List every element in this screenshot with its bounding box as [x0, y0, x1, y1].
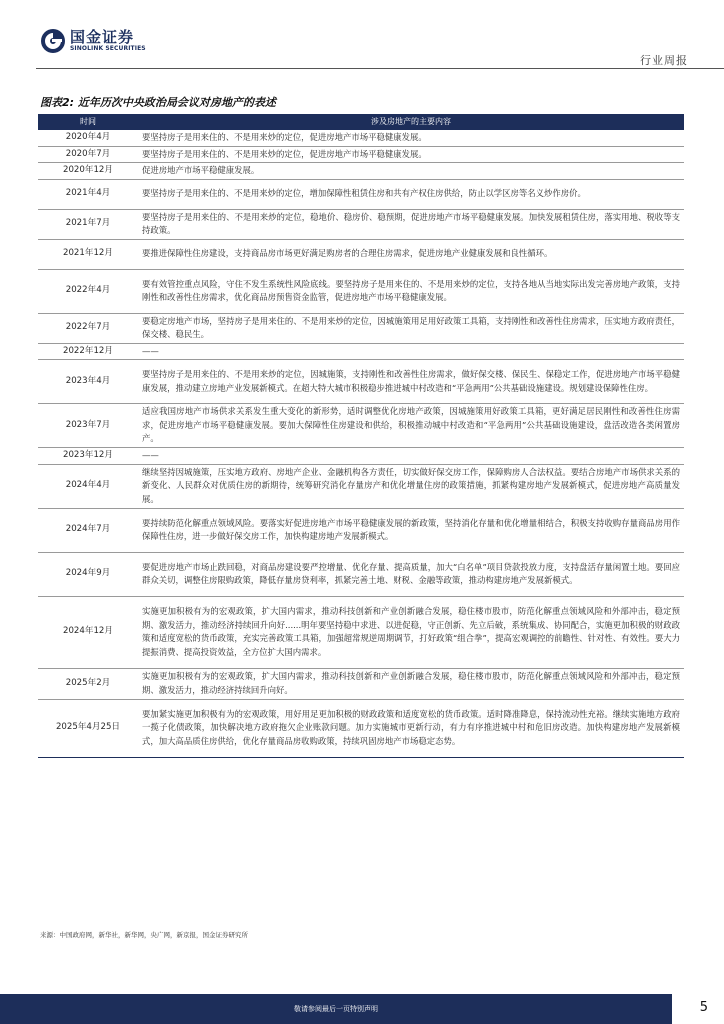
table-row	[38, 699, 684, 757]
row-date: 2020年12月	[38, 163, 138, 180]
row-content: 要推进保障性住房建设，支持商品房市场更好满足购房者的合理住房需求，促进房地产业健康发展和良性循环。	[138, 239, 684, 269]
source-note: 来源：中国政府网，新华社，新华网，央广网，新京报，国金证券研究所	[40, 931, 248, 939]
table-row	[38, 596, 684, 668]
row-content: 适应我国房地产市场供求关系发生重大变化的新形势，适时调整优化房地产政策，因城施策用好政策工具箱，更好满足居民刚性和改善性住房需求，促进房地产市场平稳健康发展。要加大保障性住房建设和供给，积极推动城中村改造和“平急两用”公共基础设施建设，盘活改造各类闲置房产。	[138, 404, 684, 448]
row-date: 2024年12月	[38, 596, 138, 668]
table-row	[38, 209, 684, 239]
table-body	[38, 130, 684, 757]
row-date: 2021年4月	[38, 179, 138, 209]
table-row	[38, 146, 684, 163]
logo-chinese-name: 国金证券	[70, 28, 135, 46]
table-header-row	[38, 114, 684, 130]
table-row	[38, 464, 684, 508]
row-date: 2024年4月	[38, 464, 138, 508]
row-date: 2020年7月	[38, 146, 138, 163]
table-row	[38, 130, 684, 146]
row-content: 实施更加积极有为的宏观政策，扩大国内需求，推动科技创新和产业创新融合发展，稳住楼市股市，防范化解重点领域风险和外部冲击，稳定预期、激发活力，推动经济持续回升向好。	[138, 668, 684, 699]
row-content: 促进房地产市场平稳健康发展。	[138, 163, 684, 180]
column-header-date: 时间	[38, 114, 138, 130]
page-footer	[0, 994, 724, 1024]
row-content: 要有效管控重点风险，守住不发生系统性风险底线。要坚持房子是用来住的、不是用来炒的定位，支持各地从当地实际出发完善房地产政策，支持刚性和改善性住房需求，优化商品房预售资金监管，促进房地产市场平稳健康发展。	[138, 269, 684, 313]
policy-table	[38, 114, 684, 758]
table-row	[38, 179, 684, 209]
column-header-content: 涉及房地产的主要内容	[138, 114, 684, 130]
footer-disclaimer: 敬请参阅最后一页特别声明	[294, 1005, 378, 1013]
header-divider	[36, 68, 724, 69]
row-date: 2021年12月	[38, 239, 138, 269]
row-content: 要坚持房子是用来住的、不是用来炒的定位，增加保障性租赁住房和共有产权住房供给，防止以学区房等名义炒作房价。	[138, 179, 684, 209]
row-content: 继续坚持因城施策，压实地方政府、房地产企业、金融机构各方责任，切实做好保交房工作，保障购房人合法权益。要结合房地产市场供求关系的新变化、人民群众对优质住房的新期待，统筹研究消化存量房产和优化增量住房的政策措施，抓紧构建房地产发展新模式，促进房地产高质量发展。	[138, 464, 684, 508]
table-row	[38, 508, 684, 552]
table-row	[38, 668, 684, 699]
row-date: 2022年12月	[38, 343, 138, 360]
row-content: 要坚持房子是用来住的、不是用来炒的定位，促进房地产市场平稳健康发展。	[138, 130, 684, 146]
row-content: 要坚持房子是用来住的、不是用来炒的定位，稳地价、稳房价、稳预期，促进房地产市场平稳健康发展。加快发展租赁住房，落实用地、税收等支持政策。	[138, 209, 684, 239]
row-content: 要持续防范化解重点领域风险。要落实好促进房地产市场平稳健康发展的新政策，坚持消化存量和优化增量相结合，积极支持收购存量商品房用作保障性住房，进一步做好保交房工作，加快构建房地产发展新模式。	[138, 508, 684, 552]
row-date: 2025年2月	[38, 668, 138, 699]
row-date: 2024年7月	[38, 508, 138, 552]
page-header	[0, 0, 724, 72]
table-row	[38, 269, 684, 313]
table-row	[38, 239, 684, 269]
table-row	[38, 448, 684, 465]
report-type-label: 行业周报	[640, 54, 688, 67]
footer-bar	[0, 994, 672, 1024]
sinolink-logo-icon	[40, 28, 66, 54]
logo-english-name: SINOLINK SECURITIES	[70, 45, 146, 52]
table-row	[38, 404, 684, 448]
company-logo	[40, 28, 146, 54]
row-content: 要坚持房子是用来住的、不是用来炒的定位，促进房地产市场平稳健康发展。	[138, 146, 684, 163]
row-content: 要坚持房子是用来住的、不是用来炒的定位，因城施策，支持刚性和改善性住房需求，做好保交楼、保民生、保稳定工作，促进房地产市场平稳健康发展，推动建立房地产业发展新模式。在超大特大城市积极稳步推进城中村改造和“平急两用”公共基础设施建设。规划建设保障性住房。	[138, 360, 684, 404]
row-content: ——	[138, 343, 684, 360]
table-row	[38, 163, 684, 180]
row-date: 2021年7月	[38, 209, 138, 239]
row-date: 2025年4月25日	[38, 699, 138, 757]
page-number: 5	[699, 1000, 708, 1015]
row-date: 2024年9月	[38, 552, 138, 596]
row-date: 2022年7月	[38, 313, 138, 343]
row-content: 要促进房地产市场止跌回稳，对商品房建设要严控增量、优化存量、提高质量，加大“白名单”项目贷款投放力度，支持盘活存量闲置土地。要回应群众关切，调整住房限购政策，降低存量房贷利率，抓紧完善土地、财税、金融等政策，推动构建房地产发展新模式。	[138, 552, 684, 596]
row-content: ——	[138, 448, 684, 465]
table-row	[38, 343, 684, 360]
row-content: 要稳定房地产市场，坚持房子是用来住的、不是用来炒的定位，因城施策用足用好政策工具箱，支持刚性和改善性住房需求，压实地方政府责任，保交楼、稳民生。	[138, 313, 684, 343]
row-content: 实施更加积极有为的宏观政策，扩大国内需求，推动科技创新和产业创新融合发展，稳住楼市股市，防范化解重点领域风险和外部冲击，稳定预期、激发活力，推动经济持续回升向好......明年要坚持稳中求进、以进促稳，守正创新、先立后破，系统集成、协同配合，实施更加积极的财政政策和适度宽松的货币政策，充实完善政策工具箱，加强超常规逆周期调节，打好政策“组合拳”，提高宏观调控的前瞻性、针对性、有效性。要大力提振消费、提高投资效益，全方位扩大国内需求。	[138, 596, 684, 668]
table-row	[38, 552, 684, 596]
row-date: 2023年7月	[38, 404, 138, 448]
row-date: 2020年4月	[38, 130, 138, 146]
row-date: 2023年12月	[38, 448, 138, 465]
row-content: 要加紧实施更加积极有为的宏观政策，用好用足更加积极的财政政策和适度宽松的货币政策。适时降准降息，保持流动性充裕。继续实施地方政府一揽子化债政策，加快解决地方政府拖欠企业账款问题。加力实施城市更新行动，有力有序推进城中村和危旧房改造。加快构建房地产发展新模式，加大高品质住房供给，优化存量商品房收购政策，持续巩固房地产市场稳定态势。	[138, 699, 684, 757]
table-row	[38, 360, 684, 404]
table-row	[38, 313, 684, 343]
row-date: 2023年4月	[38, 360, 138, 404]
table-title: 图表2: 近年历次中央政治局会议对房地产的表述	[40, 96, 276, 109]
row-date: 2022年4月	[38, 269, 138, 313]
